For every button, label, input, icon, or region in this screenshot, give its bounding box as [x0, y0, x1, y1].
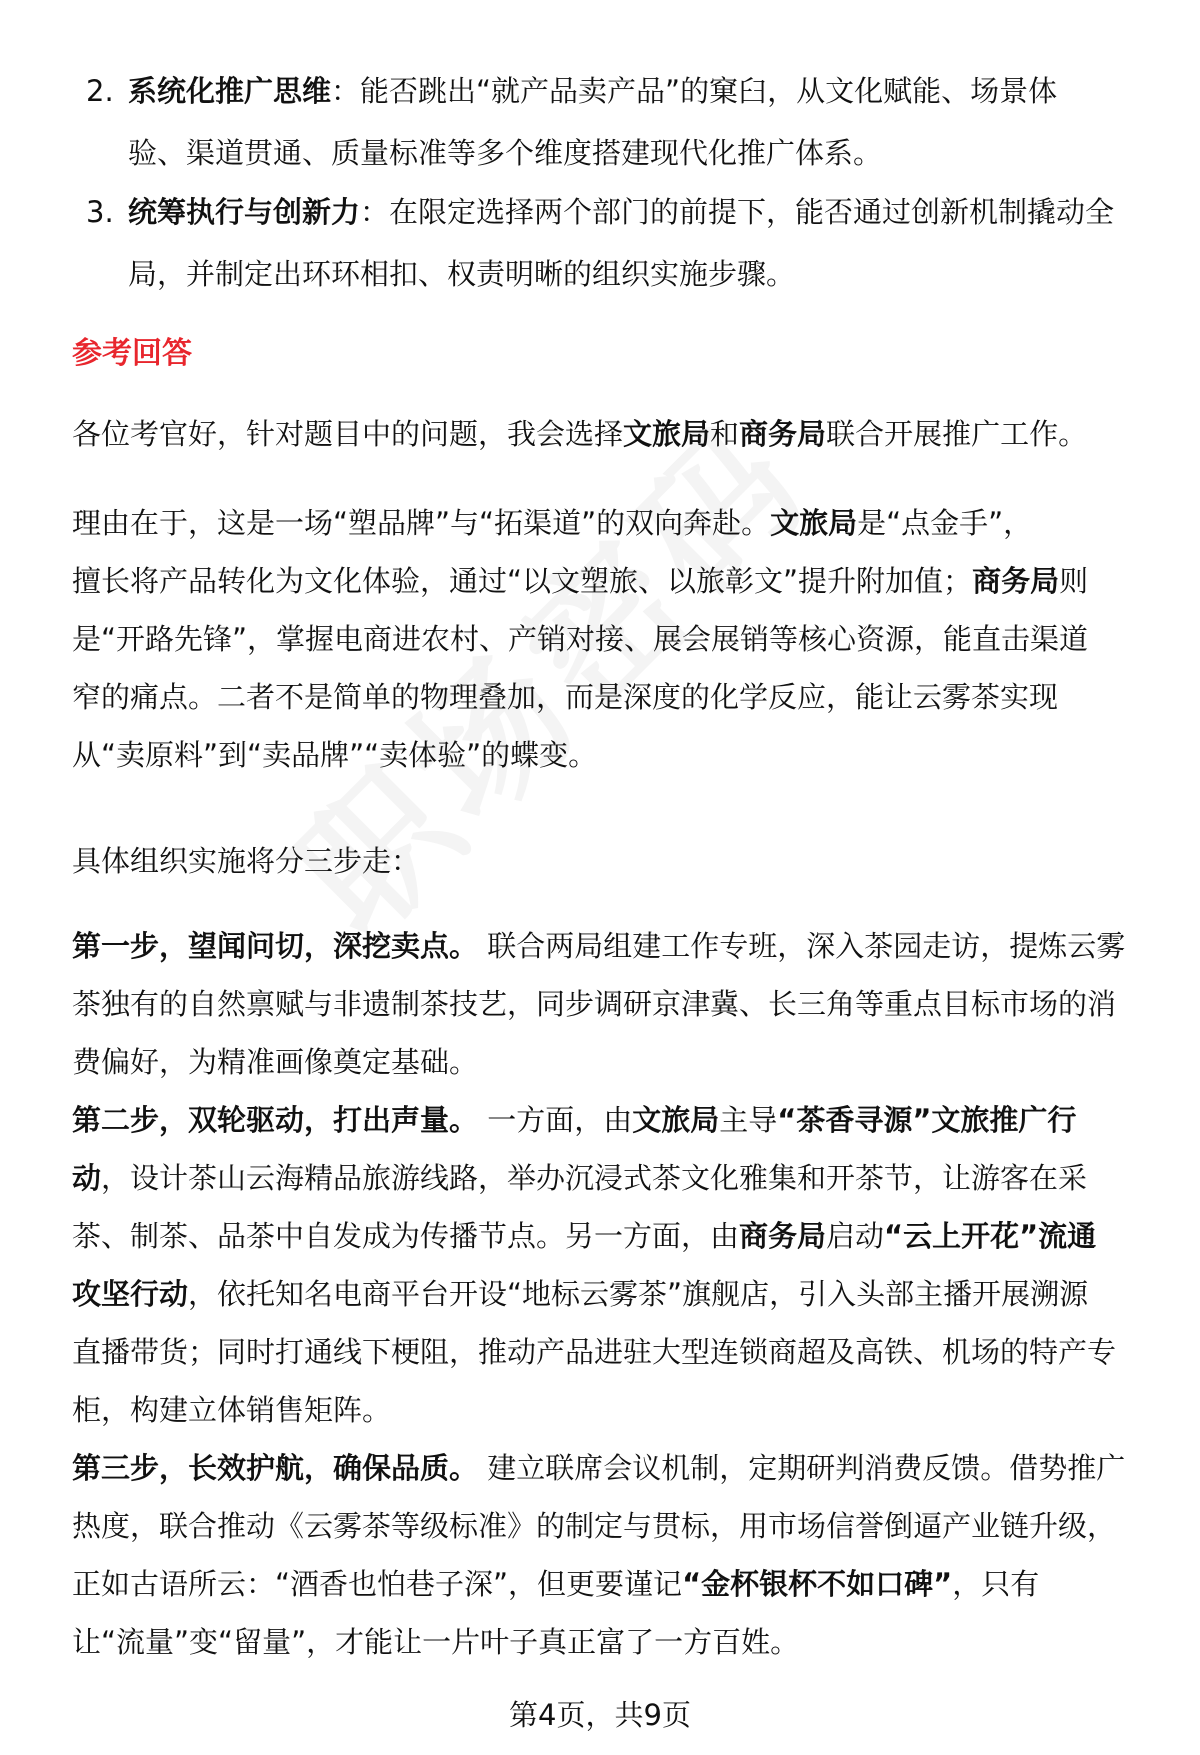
page-footer: 第4页，共9页: [509, 1698, 691, 1732]
reason-paragraph: 理由在于，这是一场“塑品牌”与“拓渠道”的双向奔赴。文旅局是“点金手”， 擅长将产品转化为文化体验，通过“以文塑旅、以旅彰文”提升附加值；商务局则 是“开路先锋”，掌握电商进农村、产销对接、展会展销等核心资源，能直击渠道 窄的痛点。二者不是简单的物理叠加，而是深度的化学反应，能让云雾茶实现 从“卖原料”到“卖品牌”“卖体验”的蝶变。: [72, 506, 1089, 772]
intro-paragraph: 各位考官好，针对题目中的问题，我会选择文旅局和商务局联合开展推广工作。: [72, 417, 1088, 451]
list-number: 3.: [86, 195, 114, 229]
criteria-title: 统筹执行与创新力: [128, 195, 361, 229]
step-title: 第二步，双轮驱动，打出声量。: [72, 1103, 479, 1137]
steps-intro: 具体组织实施将分三步走：: [72, 844, 421, 878]
step-2-paragraph: 第二步，双轮驱动，打出声量。 一方面，由文旅局主导“茶香寻源”文旅推广行 动，设计茶山云海精品旅游线路，举办沉浸式茶文化雅集和开茶节，让游客在采 茶、制茶、品茶中自发成为传播节点。另一方面，由商务局启动“云上开花”流通 攻坚行动，依托知名电商平台开设“地标云雾茶”旗舰店，引入头部主播开展溯源 直播带货；同时打通线下梗阻，推动产品进驻大型连锁商超及高铁、机场的特产专 柜，构建立体销售矩阵。: [72, 1103, 1117, 1427]
step-title: 第三步，长效护航，确保品质。: [72, 1451, 479, 1485]
answer-heading: 参考回答: [72, 336, 192, 371]
list-number: 2.: [86, 74, 114, 108]
criteria-item-3: 3. 统筹执行与创新力：在限定选择两个部门的前提下，能否通过创新机制撬动全 局，并制定出环环相扣、权责明晰的组织实施步骤。: [78, 181, 1148, 305]
step-1-paragraph: 第一步，望闻问切，深挖卖点。 联合两局组建工作专班，深入茶园走访，提炼云雾 茶独有的自然禀赋与非遗制茶技艺，同步调研京津冀、长三角等重点目标市场的消 费偏好，为精准画像奠定基础。: [72, 929, 1126, 1079]
step-3-paragraph: 第三步，长效护航，确保品质。 建立联席会议机制，定期研判消费反馈。借势推广 热度，联合推动《云雾茶等级标准》的制定与贯标，用市场信誉倒逼产业链升级， 正如古语所云：“酒香也怕巷子深”，但更要谨记“金杯银杯不如口碑”，只有 让“流量”变“留量”，才能让一片叶子真正富了一方百姓。: [72, 1451, 1126, 1659]
step-title: 第一步，望闻问切，深挖卖点。: [72, 929, 479, 963]
criteria-title: 系统化推广思维: [128, 74, 332, 108]
criteria-item-2: 2. 系统化推广思维：能否跳出“就产品卖产品”的窠臼，从文化赋能、场景体 验、渠道贯通、质量标准等多个维度搭建现代化推广体系。: [78, 60, 1148, 184]
